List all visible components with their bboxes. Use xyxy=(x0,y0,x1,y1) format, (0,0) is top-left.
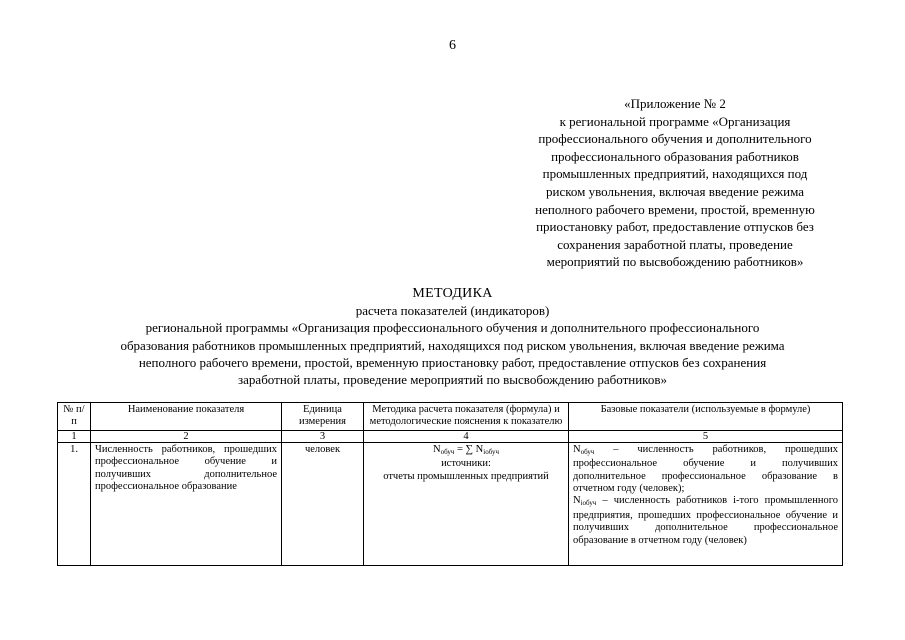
appendix-caption xyxy=(500,95,850,271)
unit-cell: человек xyxy=(282,442,364,565)
indicator-name: Численность работников, прошедших профессиональное обучение и получивших дополнительное профессиональное образование xyxy=(91,442,282,565)
title-line: расчета показателей (индикаторов) xyxy=(355,303,550,319)
appendix-line: профессионального образования работников xyxy=(551,148,799,164)
document-title xyxy=(60,285,845,388)
formula-symbol: N xyxy=(432,443,441,455)
formula-subscript: обуч xyxy=(440,447,455,456)
header-method: Методика расчета показателя (формула) и методологические пояснения к показателю xyxy=(364,403,569,431)
method-cell xyxy=(364,442,569,565)
title-line: неполного рабочего времени, простой, временную приостановку работ, предоставление отпусков без сохранения xyxy=(138,354,767,370)
base-description: – численность работников, прошедших профессиональное обучение и получивших дополнительное профессиональное образование в отчетном году (человек); xyxy=(573,443,838,495)
base-subscript: обуч xyxy=(580,447,595,456)
header-name: Наименование показателя xyxy=(91,403,282,431)
column-number: 1 xyxy=(58,430,91,442)
title-line: образования работников промышленных предприятий, находящихся под риском увольнения, включая введение режима xyxy=(120,337,785,353)
source-label: источники: xyxy=(441,458,491,470)
base-indicator-2 xyxy=(573,495,838,547)
base-subscript: iобуч xyxy=(580,499,597,508)
column-number: 5 xyxy=(569,430,843,442)
base-symbol: N xyxy=(573,495,581,507)
base-symbol: N xyxy=(573,443,581,455)
row-number: 1. xyxy=(58,442,91,565)
appendix-line: к региональной программе «Организация xyxy=(559,113,791,129)
formula-sum: = ∑ N xyxy=(454,443,484,455)
source-text: отчеты промышленных предприятий xyxy=(383,470,549,482)
table-header-row xyxy=(58,403,843,431)
appendix-line: профессионального обучения и дополнительного xyxy=(538,131,812,147)
methodology-table xyxy=(57,402,843,566)
appendix-line: сохранения заработной платы, проведение xyxy=(557,236,793,252)
appendix-line: неполного рабочего времени, простой, временную xyxy=(535,201,815,217)
title-line: региональной программы «Организация профессионального обучения и дополнительного профессионального xyxy=(145,320,760,336)
header-unit: Единица измерения xyxy=(282,403,364,431)
formula-subscript: iобуч xyxy=(483,447,500,456)
column-number-row xyxy=(58,430,843,442)
header-num: № п/п xyxy=(58,403,91,431)
appendix-line: «Приложение № 2 xyxy=(624,96,726,111)
appendix-line: мероприятий по высвобождению работников» xyxy=(546,254,804,270)
title-line: заработной платы, проведение мероприятий по высвобождению работников» xyxy=(238,372,667,388)
base-indicators-cell xyxy=(569,442,843,565)
title-heading: МЕТОДИКА xyxy=(412,286,493,301)
appendix-line: риском увольнения, включая введение режима xyxy=(546,183,804,199)
base-description: – численность работников i-того промышленного предприятия, прошедших профессиональное обучение и получивших дополнительное профессиональное образование в отчетном году (человек) xyxy=(573,495,838,546)
appendix-line: промышленных предприятий, находящихся под xyxy=(542,166,808,182)
formula xyxy=(368,444,564,458)
column-number: 2 xyxy=(91,430,282,442)
base-indicator-1 xyxy=(573,444,838,496)
column-number: 4 xyxy=(364,430,569,442)
page-number: 6 xyxy=(449,38,456,53)
column-number: 3 xyxy=(282,430,364,442)
appendix-line: приостановку работ, предоставление отпусков без xyxy=(536,219,814,235)
table-row xyxy=(58,442,843,565)
header-base: Базовые показатели (используемые в формуле) xyxy=(569,403,843,431)
